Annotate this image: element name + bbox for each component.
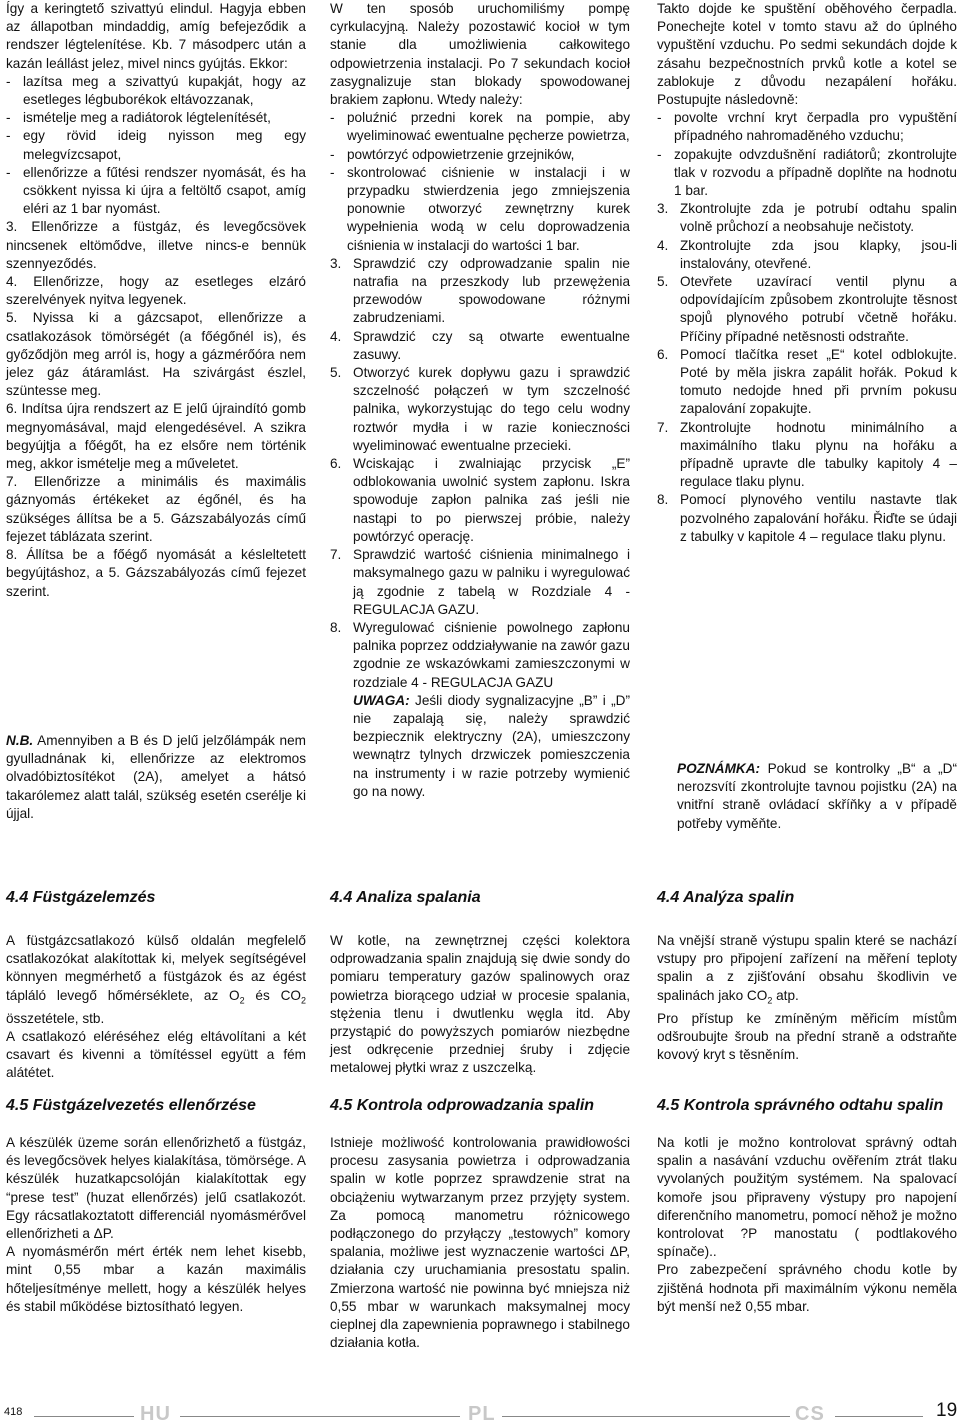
pl-dash1: poluźnić przedni korek na pompie, aby wyeliminować ewentualne pęcherze powietrza,: [347, 110, 630, 144]
pl-s7: Sprawdzić wartość ciśnienia minimalnego i maksymalnego gazu w palniku i wyregulować ją zgodnie z tabelą w Rozdziale 4 - REGULACJA GAZU.: [353, 547, 630, 617]
pl-section-4-4: [330, 932, 630, 1078]
hu-s5: Nyissa ki a gázcsapot, ellenőrizze a csatlakozások tömörségét (a főégőnél is), és győződjön meg arról is, hogy a gázmérőóra nem jelez gáz átáramlást. Ha szivárgást észlel, szüntesse meg.: [6, 310, 306, 399]
subscript: 2: [300, 995, 306, 1006]
hu-section-4-4: [6, 932, 306, 1082]
cs-step-3: [657, 200, 957, 236]
step-number: 5.: [330, 365, 342, 381]
pl-uwaga-text: Jeśli diody sygnalizacyjne „B” i „D” nie zapalają się, należy sprawdzić bezpiecznik elektryczny (2A), umieszczony wewnątrz tylnych drzwiczek pomieszczenia na instrumenty i w razie potrzeby wymienić go na nowy.: [353, 692, 630, 799]
step-number: 3.: [6, 219, 18, 235]
bullet: -: [657, 110, 662, 126]
step-number: 3.: [330, 255, 342, 271]
cs-heading-4-5: 4.5 Kontrola správného odtahu spalin: [657, 1097, 944, 1114]
pl-s4: Sprawdzić czy są otwarte ewentualne zasuwy.: [353, 328, 630, 362]
cs-s8: Pomocí plynového ventilu nastavte tlak pozvolného zapalování hořáku. Řiďte se údaji z tabulky v kapitole 4 – regulace tlaku plynu.: [680, 492, 957, 544]
cs-step-8: [657, 491, 957, 546]
step-number: 5.: [6, 310, 18, 326]
footer-divider: [835, 1416, 923, 1417]
pl-step-3: [330, 255, 630, 328]
hu-dash1: lazítsa meg a szivattyú kupakját, hogy az esetleges légbuborékok eltávozzanak,: [23, 73, 306, 108]
hu-step-7: [6, 473, 306, 546]
hu-s6: Indítsa újra rendszert az E jelű újraindító gomb megnyomásával, majd elengedésével. A szikra begyújtja a főégőt, ha ez elsőre nem történik meg, akkor ismételje meg a műveletet.: [6, 401, 306, 472]
step-number: 8.: [330, 619, 342, 635]
cs-s5: Otevřete uzavírací ventil plynu a odpovídajícím způsobem zkontrolujte těsnost spojů plynového potrubí včetně hořáku. Příčiny případné netěsnosti odstraňte.: [680, 274, 957, 344]
hu-p45a: A készülék üzeme során ellenőrizhető a füstgáz, és levegőcsövek helyes kialakítása, tömörsége. A készülék huzatkapcsolóján kialakítottak egy “prese test” (huzat ellenőrzés) jelű csatlakozót. Egy rácsatlakoztatott differenciál nyomásmérővel ellenőrizheti a ΔP.: [6, 1135, 306, 1242]
hu-dash2: ismételje meg a radiátorok légtelenítését,: [23, 110, 271, 126]
step-number: 4.: [330, 328, 342, 344]
pl-step: [330, 164, 630, 255]
hu-dash4: ellenőrizze a fűtési rendszer nyomását, és ha csökkent nyissa ki újra a feltöltő csapot, amíg eléri az 1 bar nyomást.: [23, 164, 306, 217]
pl-step-6: [330, 455, 630, 546]
bullet: -: [330, 110, 335, 126]
hu-p44d: A csatlakozó eléréséhez elég eltávolítani a két csavart és kivenni a tömítéssel együtt a fém alátétet.: [6, 1028, 306, 1081]
bullet: -: [6, 73, 11, 89]
hu-step-5: [6, 309, 306, 400]
pl-step-7: [330, 546, 630, 619]
pl-p45: Istnieje możliwość kontrolowania prawidłowości procesu zasysania powietrza i odprowadzania spalin w kotle poprzez sprawdzenie strat na obciążeniu wytwarzanym przez przyjęty system. Za pomocą manometru różnicowego podłączonego do przyłączy „testowych” komory spalania, możliwe jest wyznaczenie wartości ΔP, działania czy uruchamiania presostatu spalin. Zmierzona wartość nie powinna być mniejsza niż 0,55 mbar w warunkach maksymalnej mocy cieplnej dla zapewnienia poprawnego i stabilnego działania kotła.: [330, 1135, 630, 1351]
pl-step-5: [330, 364, 630, 455]
cs-p45b: Pro zabezpečení správného chodu kotle by zjištěná hodnota při maximálním výkonu neměla být menší než 0,55 mbar.: [657, 1262, 957, 1314]
cs-section-4-5: [657, 1134, 957, 1316]
cs-p44-text: Na vnější straně výstupu spalin které se nachází vstupy pro připojení zařízení na měření teploty spalin a z zjišťování obsahu škodlivin ve spalinách jako CO: [657, 933, 957, 1003]
hu-s7: Ellenőrizze a minimális és maximális gáznyomás értékeket az égőnél, és ha szükséges állítsa be a 5. Gázszabályozás című fejezet táblázata szerint.: [6, 474, 306, 544]
bullet: -: [657, 146, 662, 162]
hu-step-3: [6, 218, 306, 273]
cs-poznamka-lead: POZNÁMKA:: [677, 761, 761, 776]
pl-s8: Wyregulować ciśnienie powolnego zapłonu palnika poprzez oddziaływanie na zawór gazu zgodnie ze wskazówkami zamieszczonymi w rozdziale 4 - REGULACJA GAZU: [353, 619, 630, 690]
cs-s4: Zkontrolujte zda jsou klapky, jsou-li instalovány, otevřené.: [680, 237, 957, 271]
cs-note: [677, 760, 957, 833]
page-number-right: 19: [936, 1400, 958, 1421]
hu-p45b: A nyomásmérőn mért érték nem lehet kisebb, mint 0,55 mbar a kazán maximális hőteljesítménye mellett, hogy a készülék helyes és stabil működése biztosítható legyen.: [6, 1244, 306, 1314]
pl-dash2: powtórzyć odpowietrzenie grzejników,: [347, 146, 575, 162]
step-number: 6.: [6, 401, 18, 417]
pl-p44: W kotle, na zewnętrznej części kolektora odprowadzania spalin znajdują się dwie sondy do pomiaru temperatury gazów spalinowych oraz powietrza biorącego udział w procesie spalania, stężenia tlenu i dwutlenku węgla itd. Aby przystąpić do powyższych pomiarów niezbędne jest odkręcenie przedniej śruby i zdjęcie metalowej płytki wraz z uszczelką.: [330, 933, 630, 1076]
footer-divider: [180, 1416, 460, 1417]
cs-step-4: [657, 237, 957, 273]
step-number: 5.: [657, 274, 669, 290]
language-label-cs: CS: [795, 1403, 825, 1425]
step-number: 3.: [657, 201, 669, 217]
pl-uwaga-lead: UWAGA:: [353, 692, 410, 708]
hu-dash3: egy rövid ideig nyisson meg egy melegvízcsapot,: [23, 128, 306, 162]
cs-s7: Zkontrolujte hodnotu minimálního a maximálního tlaku plynu na hořáku a případně upravte dle tabulky kapitoly 4 – regulace tlaku plynu.: [680, 419, 957, 490]
pl-s3: Sprawdzić czy odprowadzanie spalin nie natrafia na przeszkody lub przewężenia przewodów spowodowane różnymi zabrudzeniami.: [353, 255, 630, 326]
hu-s4: Ellenőrizze, hogy az esetleges elzáró szerelvények nyitva legyenek.: [6, 274, 306, 308]
cs-poznamka-text: Pokud se kontrolky „B“ a „D“ nerozsvítí zkontrolujte tavnou pojistku (2A) na vnitřní straně ovládací skříňky a v případě potřeby vyměňte.: [677, 761, 957, 831]
hu-p44: [6, 932, 306, 1028]
hu-column: [6, 0, 306, 601]
bullet: -: [330, 146, 335, 162]
hu-step: [6, 127, 306, 163]
language-label-hu: HU: [140, 1403, 171, 1425]
hu-note: [6, 732, 306, 823]
step-number: 8.: [657, 492, 669, 508]
cs-heading-4-4: 4.4 Analýza spalin: [657, 889, 795, 906]
step-number: 6.: [657, 346, 669, 362]
bullet: -: [330, 164, 335, 180]
cs-step: [657, 146, 957, 201]
pl-dash3: skontrolować ciśnienie w instalacji i w przypadku stwierdzenia jego zmniejszenia ponownie otworzyć zewnętrzny kurek wypełnienia wodą w celu doprowadzenia ciśnienia w instalacji do wartości 1 bar.: [347, 164, 630, 253]
hu-step: [6, 164, 306, 219]
cs-s3: Zkontrolujte zda je potrubí odtahu spalin volně průchozí a neobsahuje nečistoty.: [680, 201, 957, 235]
step-number: 7.: [657, 419, 669, 435]
cs-p44: [657, 932, 957, 1010]
bullet: -: [6, 164, 11, 180]
hu-s3: Ellenőrizze a füstgáz, és levegőcsövek nincsenek eltömődve, illetve nincs-e bennük szennyeződés.: [6, 219, 307, 271]
bullet: -: [6, 128, 11, 144]
hu-step-6: [6, 400, 306, 473]
step-number: 7.: [6, 474, 18, 490]
cs-dash1: povolte vrchní kryt čerpadla pro vypuštění případného nahromaděného vzduchu;: [674, 110, 957, 144]
step-number: 4.: [657, 237, 669, 253]
subscript: 2: [239, 995, 245, 1006]
cs-s6: Pomocí tlačítka reset „E“ kotel odblokujte. Poté by měla jiskra zapálit hořák. Pokud k tomuto nedojde hned při prvním pokusu zapalování zopakujte.: [680, 346, 957, 417]
cs-intro: Takto dojde ke spuštění oběhového čerpadla. Ponechejte kotel v tomto stavu až do úplného vypuštění vzduchu. Po sedmi sekundách dojde k zásahu bezpečnostních prvků kotle a kotel se zablokuje z důvodu nezapálení hořáku. Postupujte následovně:: [657, 1, 957, 108]
bullet: -: [6, 110, 11, 126]
hu-intro: Így a keringtető szivattyú elindul. Hagyja ebben az állapotban mindaddig, amíg befejeződik a rendszer légtelenítése. Kb. 7 másodperc után a kazán leállást jelez, mivel nincs gyújtás. Ekkor:: [6, 1, 306, 71]
step-number: 4.: [6, 274, 18, 290]
hu-nb-lead: N.B.: [6, 733, 34, 748]
pl-intro: W ten sposób uruchomiliśmy pompę cyrkulacyjną. Należy pozostawić kocioł w tym stanie dla umożliwienia całkowitego odpowietrzenia instalacji. Po 7 sekundach kocioł zasygnalizuje stan blokady spowodowanej brakiem zapłonu. Wtedy należy:: [330, 1, 630, 108]
step-number: 8.: [6, 547, 18, 563]
cs-step-6: [657, 346, 957, 419]
hu-step: [6, 109, 306, 127]
hu-heading-4-5: 4.5 Füstgázelvezetés ellenőrzése: [6, 1097, 256, 1114]
hu-step: [6, 73, 306, 109]
cs-dash2: zopakujte odvzdušnění radiátorů; zkontrolujte tlak v rozvodu a případně doplňte na hodnotu 1 bar.: [674, 146, 957, 199]
hu-heading-4-4: 4.4 Füstgázelemzés: [6, 889, 156, 906]
pl-section-4-5: [330, 1134, 630, 1352]
step-number: 7.: [330, 547, 342, 563]
hu-step-4: [6, 273, 306, 309]
language-label-pl: PL: [468, 1403, 496, 1425]
pl-step-4: [330, 328, 630, 364]
pl-s5: Otworzyć kurek dopływu gazu i sprawdzić szczelność połączeń w tym szczelność palnika, wykorzystując do tego celu wodny roztwór mydła i w razie konieczności wyeliminować ewentualne przecieki.: [353, 365, 630, 453]
cs-step: [657, 109, 957, 145]
pl-heading-4-4: 4.4 Analiza spalania: [330, 889, 481, 906]
cs-step-7: [657, 419, 957, 492]
pl-heading-4-5: 4.5 Kontrola odprowadzania spalin: [330, 1097, 595, 1114]
hu-p44-text: összetétele, stb.: [6, 1010, 105, 1026]
step-number: 6.: [330, 456, 342, 472]
pl-s6: Wciskając i zwalniając przycisk „E” odblokowania uwolnić system zapłonu. Iskra spowoduje zapłon palnika zaś jeśli nie nastąpi to po pierwszej próbie, należy powtórzyć operację.: [353, 456, 630, 544]
cs-p44c: Pro přístup ke zmíněným měřicím místům odšroubujte šroub na přední straně a odstraňte kovový kryt s těsněním.: [657, 1010, 957, 1062]
cs-p45a: Na kotli je možno kontrolovat správný odtah spalin a nasávání vzduchu ověřením ztrát tlaku vyvolaných použitým systémem. Na spalovací komoře jsou připraveny výstupy pro napojení diferenčního manometru, pomocí něhož je možno kontrolovat ?P manostatu ( podtlakového spínače)..: [657, 1135, 957, 1260]
hu-p44-text: és CO: [244, 987, 301, 1003]
page-number-left: 418: [4, 1406, 23, 1418]
hu-nb-text: Amennyiben a B és D jelű jelzőlámpák nem gyulladnának ki, ellenőrizze az elektromos olvadóbiztosítékot (2A), amelyet a hátsó takarólemez alatt talál, szükség esetén cserélje ki újjal.: [6, 733, 306, 821]
footer-divider: [34, 1416, 134, 1417]
pl-note: [330, 692, 630, 801]
subscript: 2: [767, 995, 773, 1006]
cs-step-5: [657, 273, 957, 346]
hu-p44-text: A füstgázcsatlakozó külső oldalán megfelelő csatlakozókat alakítottak ki, melyek segítségével könnyen megmérhető a füstgázok és az égést tápláló levegő hőmérséklete, az O: [6, 933, 306, 1003]
pl-step: [330, 146, 630, 164]
cs-column: [657, 0, 957, 546]
hu-s8: Állítsa be a főégő nyomását a késleltetett begyújtáshoz, a 5. Gázszabályozás című fejezet szerint.: [6, 547, 307, 599]
cs-p44-text: atp.: [772, 987, 799, 1003]
pl-column: [330, 0, 630, 801]
pl-step: [330, 109, 630, 145]
pl-step-8: [330, 619, 630, 692]
cs-section-4-4: [657, 932, 957, 1064]
footer-divider: [502, 1416, 790, 1417]
hu-step-8: [6, 546, 306, 601]
hu-section-4-5: [6, 1134, 306, 1316]
